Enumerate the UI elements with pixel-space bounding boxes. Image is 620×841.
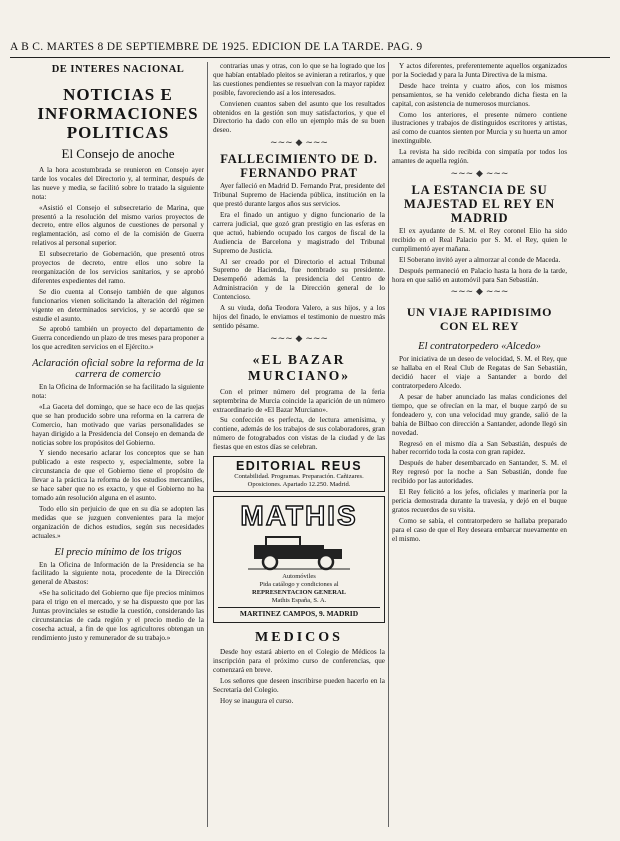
article-paragraph: Se aprobó también un proyecto del departamento de Guerra concediendo un plazo de tres meses para proponer a los que acrediten servicios en el Ejército.» bbox=[32, 325, 204, 352]
article-paragraph: Su confección es perfecta, de lectura amenísima, y contiene, además de los trabajos de sus colaboradores, gran número de fotograbados con vistas de la ciudad y de las fiestas que en estos días se celebran. bbox=[213, 416, 385, 452]
article-paragraph: El ex ayudante de S. M. el Rey coronel Elio ha sido recibido en el Real Palacio por S. M. el Rey, quien le cumplimentó ayer mañana. bbox=[392, 226, 567, 253]
car-illustration-icon bbox=[244, 533, 354, 571]
article-paragraph: Ayer falleció en Madrid D. Fernando Prat, presidente del Tribunal Supremo de Hacienda pública, institución en la que prestó durante largos años sus servicios. bbox=[213, 182, 385, 209]
article-paragraph: A la hora acostumbrada se reunieron en Consejo ayer tarde los vocales del Directorio y, al terminar, después de las nueve y media, se facilitó sobre lo tratado la siguiente nota: bbox=[32, 166, 204, 201]
column-rule bbox=[388, 62, 389, 827]
subheadline: El precio mínimo de los trigos bbox=[54, 546, 182, 558]
article-paragraph: Con el primer número del programa de la feria septembrina de Murcia coincide la aparición de un número extraordinario de «El Bazar Murciano». bbox=[213, 387, 385, 414]
headline: FALLECIMIENTO DE D. FERNANDO PRAT bbox=[220, 152, 378, 181]
article-paragraph: Después permaneció en Palacio hasta la hora de la tarde, hora en que salió en automóvil para San Sebastián. bbox=[392, 266, 567, 284]
article-paragraph: Era el finado un antiguo y digno funcionario de la carrera judicial, que gozó gran prestigio en las esferas en que actuó, habiendo ocupado los cargos de fiscal de la Audiencia de Barcelona y magistrado del Tribunal Supremo de Justicia. bbox=[213, 210, 385, 255]
ad-brand-logo: MATHIS bbox=[240, 500, 358, 532]
ad-text: REPRESENTACION GENERAL bbox=[252, 589, 346, 597]
article-paragraph: En la Oficina de Información se ha facilitado la siguiente nota: bbox=[32, 383, 204, 401]
article-paragraph: Desde hoy estará abierto en el Colegio de Médicos la inscripción para el próximo curso de conferencias, que comenzará en breve. bbox=[213, 648, 385, 674]
article-paragraph: Se dio cuenta al Consejo también de que algunos funcionarios vienen solicitando la alteración del régimen vigente en determinados servicios, y se acordó que se estudie el asunto. bbox=[32, 287, 204, 323]
headline: MEDICOS bbox=[255, 630, 343, 646]
ad-text: Automóviles bbox=[282, 573, 316, 581]
article-paragraph: «Asistió el Consejo el subsecretario de Marina, que presentó a la resolución del mismo varios proyectos de decreto, entre ellos algunos de cuestiones de personal y reglamentación, así como el de la comisión de Guerra relativos al personal superior. bbox=[32, 203, 204, 248]
ad-text: Pida catálogo y condiciones al bbox=[259, 581, 339, 589]
ornament-divider: ~~~ ◆ ~~~ bbox=[270, 138, 328, 149]
article-paragraph: El subsecretario de Gobernación, que presentó otros proyectos de decreto, entre ellos uno sobre la reorganización de los servicios sanitarios, y se aprobó diferentes expedientes del ramo. bbox=[32, 250, 204, 285]
article-paragraph: Regresó en el mismo día a San Sebastián, después de haber recorrido toda la costa con gran rapidez. bbox=[392, 439, 567, 457]
article-paragraph: Los señores que deseen inscribirse pueden hacerlo en la Secretaría del Colegio. bbox=[213, 676, 385, 694]
article-paragraph: Como los anteriores, el presente número contiene ilustraciones y trabajos de distinguidos escritores y artistas, así como de cuantos sienten por Murcia y su huerta un amor inextinguible. bbox=[392, 110, 567, 146]
article-paragraph: El Soberano invitó ayer a almorzar al conde de Maceda. bbox=[399, 255, 561, 264]
article-paragraph: A su viuda, doña Teodora Valero, a sus hijos, y a los hijos del finado, le enviamos el testimonio de nuestro más sentido pésame. bbox=[213, 304, 385, 330]
section-heading: DE INTERES NACIONAL bbox=[51, 64, 185, 75]
column-left bbox=[32, 62, 204, 837]
ornament-divider: ~~~ ◆ ~~~ bbox=[450, 168, 509, 179]
article-paragraph: «Se ha solicitado del Gobierno que fije precios mínimos para el trigo en el mercado, y se ha dispuesto que por las Juntas provinciales se estudie la cuestión, considerando las circunstancias de cada región y el precio medio de la cosecha actual, a fin de que los agricultores obtengan un rendimiento justo y remunerador de su trabajo.» bbox=[32, 589, 204, 642]
subheadline: El Consejo de anoche bbox=[61, 146, 175, 161]
headline: UN VIAJE RAPIDISIMO CON EL REY bbox=[406, 305, 553, 334]
subheadline: Aclaración oficial sobre la reforma de la carrera de comercio bbox=[32, 358, 204, 381]
article-paragraph: La revista ha sido recibida con simpatía por todos los amantes de aquella región. bbox=[392, 148, 567, 166]
ad-address: MARTINEZ CAMPOS, 9. MADRID bbox=[218, 607, 380, 618]
article-paragraph: Hoy se inaugura el curso. bbox=[220, 696, 294, 705]
ornament-divider: ~~~ ◆ ~~~ bbox=[270, 333, 328, 344]
article-paragraph: Y siendo necesario aclarar los conceptos que se han publicado a este respecto y, especialmente, sobre la circunstancia de que el Gobierno tiene el propósito de llevar a la práctica la reforma de los estudios mercantiles, se hace saber que no es exacto, y que el Gobierno no ha tomado aún resolución alguna en el asunto. bbox=[32, 449, 204, 502]
ad-description: Contabilidad. Programas. Preparación. Cañizares. Oposiciones. Apartado 12.250. Madrid. bbox=[234, 473, 364, 489]
article-paragraph: «La Gaceta del domingo, que se hace eco de las quejas que se han producido sobre una reforma en la carrera de Comercio, han motivado que varias personalidades se hayan dirigido a la Presidencia del Consejo en demanda de noticias sobre los propósitos del Gobierno. bbox=[32, 402, 204, 447]
article-paragraph: Al ser creado por el Directorio el actual Tribunal Supremo de Hacienda, fue nombrado su presidente. Desempeñó además la presidencia del Centro de Administración y de la Dirección general de lo Contencioso. bbox=[213, 257, 385, 302]
article-paragraph: Todo ello sin perjuicio de que en su día se adopten las medidas que se juzguen convenientes para la mejor organización de dichos estudios, según sus necesidades actuales.» bbox=[32, 504, 204, 540]
article-paragraph: Desde hace treinta y cuatro años, con los mismos pensamientos, se ha venido celebrando dicha fiesta en la capital, con asistencia de numerosos murcianos. bbox=[392, 81, 567, 108]
advertisement-mathis bbox=[213, 496, 385, 623]
advertisement-editorial-reus bbox=[213, 456, 385, 492]
article-paragraph: A pesar de haber anunciado las malas condiciones del tiempo, que se ofrecían en la mar, el buque zarpó de su fondeadero y, con una velocidad muy grande, salió de la bahía de Bilbao con dirección a Santander, adonde llegó sin novedad. bbox=[392, 393, 567, 437]
page-header: A B C. MARTES 8 DE SEPTIEMBRE DE 1925. EDICION DE LA TARDE. PAG. 9 bbox=[10, 41, 610, 58]
ad-title: EDITORIAL REUS bbox=[235, 459, 363, 474]
article-paragraph: El Rey felicitó a los jefes, oficiales y marinería por la pericia demostrada durante la travesía, y dejó en el buque gratos recuerdos de su visita. bbox=[392, 488, 567, 514]
article-paragraph: Convienen cuantos saben del asunto que los resultados obtenidos en la gestión son muy satisfactorios, y que el Directorio ha dado con ello un ejemplo más de su buen deseo. bbox=[213, 99, 385, 135]
article-paragraph: Después de haber desembarcado en Santander, S. M. el Rey regresó por la noche a San Sebastián, donde fue recibido por las autoridades. bbox=[392, 459, 567, 486]
headline: «EL BAZAR MURCIANO» bbox=[248, 351, 350, 383]
headline: LA ESTANCIA DE SU MAJESTAD EL REY EN MADRID bbox=[404, 182, 555, 225]
ad-text: Mathis España, S. A. bbox=[271, 597, 327, 605]
article-paragraph: contrarias unas y otras, con lo que se ha logrado que los que habían entablado pleitos se avinieran a retirarlos, y que las cuestiones pendientes se resuelvan con la mayor rapidez posible, favoreciendo así a los interesados. bbox=[213, 62, 385, 97]
article-paragraph: Por iniciativa de un deseo de velocidad, S. M. el Rey, que se hallaba en el Real Club de Regatas de San Sebastián, decidió hacer el viaje a Santander a bordo del contratorpedero Alcedo. bbox=[392, 355, 567, 391]
article-paragraph: Y actos diferentes, preferentemente aquellos organizados por la Sociedad y para la Junta Directiva de la misma. bbox=[392, 62, 567, 79]
subheadline: El contratorpedero «Alcedo» bbox=[418, 341, 541, 353]
article-paragraph: Como se sabía, el contratorpedero se hallaba preparado para el caso de que el Rey deseara embarcar nuevamente en el mismo. bbox=[392, 516, 567, 543]
article-paragraph: En la Oficina de Información de la Presidencia se ha facilitado la siguiente nota, procedente de la Dirección general de Abastos: bbox=[32, 560, 204, 587]
headline: NOTICIAS E INFORMACIONES POLITICAS bbox=[37, 85, 199, 142]
column-rule bbox=[207, 62, 208, 827]
ornament-divider: ~~~ ◆ ~~~ bbox=[450, 287, 509, 298]
column-middle bbox=[213, 62, 385, 837]
column-right bbox=[392, 62, 567, 837]
